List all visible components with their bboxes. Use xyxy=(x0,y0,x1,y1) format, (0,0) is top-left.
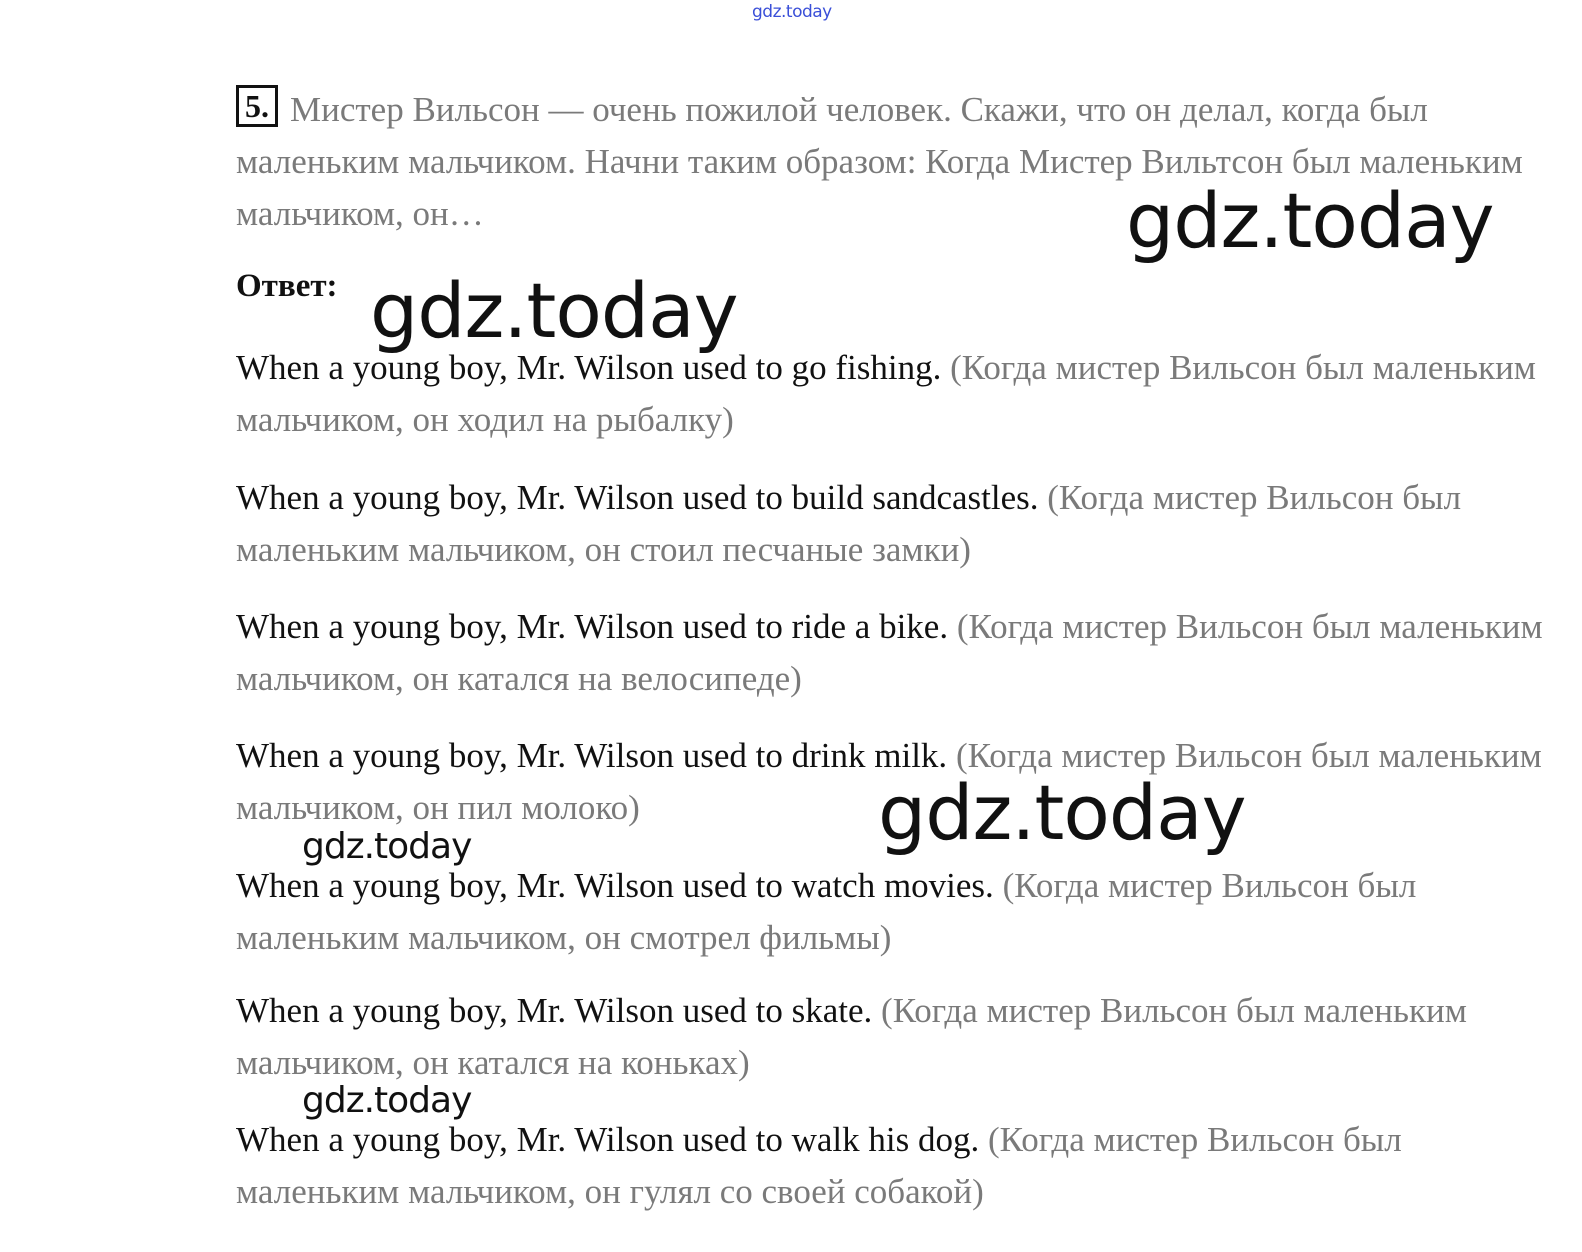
answer-english: When a young boy, Mr. Wilson used to walk his dog. xyxy=(236,1120,980,1159)
answer-translation: (Когда мистер Вильсон был маленьким мальчиком, он ходил на рыбалку) xyxy=(236,348,1536,439)
answer-english: When a young boy, Mr. Wilson used to go fishing. xyxy=(236,348,942,387)
answer-translation: (Когда мистер Вильсон был маленьким мальчиком, он гулял со своей собакой) xyxy=(236,1120,1402,1211)
answer-translation: (Когда мистер Вильсон был маленьким мальчиком, он катался на коньках) xyxy=(236,991,1467,1082)
answer-english: When a young boy, Mr. Wilson used to watch movies. xyxy=(236,866,994,905)
answer-english: When a young boy, Mr. Wilson used to ride a bike. xyxy=(236,607,949,646)
watermark-large: gdz.today xyxy=(878,768,1246,857)
answer-translation: (Когда мистер Вильсон был маленьким мальчиком, он пил молоко) xyxy=(236,736,1542,827)
ghost-watermark xyxy=(318,560,1118,710)
answer-item xyxy=(236,342,1556,446)
task-number: 5. xyxy=(236,85,278,127)
answer-label: Ответ: xyxy=(236,268,338,304)
watermark-large: gdz.today xyxy=(370,266,738,355)
watermark-small: gdz.today xyxy=(302,1080,472,1121)
answer-item xyxy=(236,1114,1556,1218)
answer-item xyxy=(236,985,1556,1089)
top-watermark: gdz.today xyxy=(752,2,832,22)
watermark-large: gdz.today xyxy=(1126,176,1494,265)
answer-english: When a young boy, Mr. Wilson used to skate. xyxy=(236,991,873,1030)
answer-translation: (Когда мистер Вильсон был маленьким мальчиком, он смотрел фильмы) xyxy=(236,866,1417,957)
watermark-small: gdz.today xyxy=(302,826,472,867)
answer-english: When a young boy, Mr. Wilson used to drink milk. xyxy=(236,736,948,775)
answer-translation: (Когда мистер Вильсон был маленьким мальчиком, он стоил песчаные замки) xyxy=(236,478,1462,569)
task-text: Мистер Вильсон — очень пожилой человек. Скажи, что он делал, когда был маленьким мальчиком. Начни таким образом: Когда Мистер Вильтсон был маленьким мальчиком, он… xyxy=(236,90,1523,233)
answer-item xyxy=(236,860,1556,964)
answer-translation: (Когда мистер Вильсон был маленьким мальчиком, он катался на велосипеде) xyxy=(236,607,1543,698)
answer-english: When a young boy, Mr. Wilson used to build sandcastles. xyxy=(236,478,1039,517)
